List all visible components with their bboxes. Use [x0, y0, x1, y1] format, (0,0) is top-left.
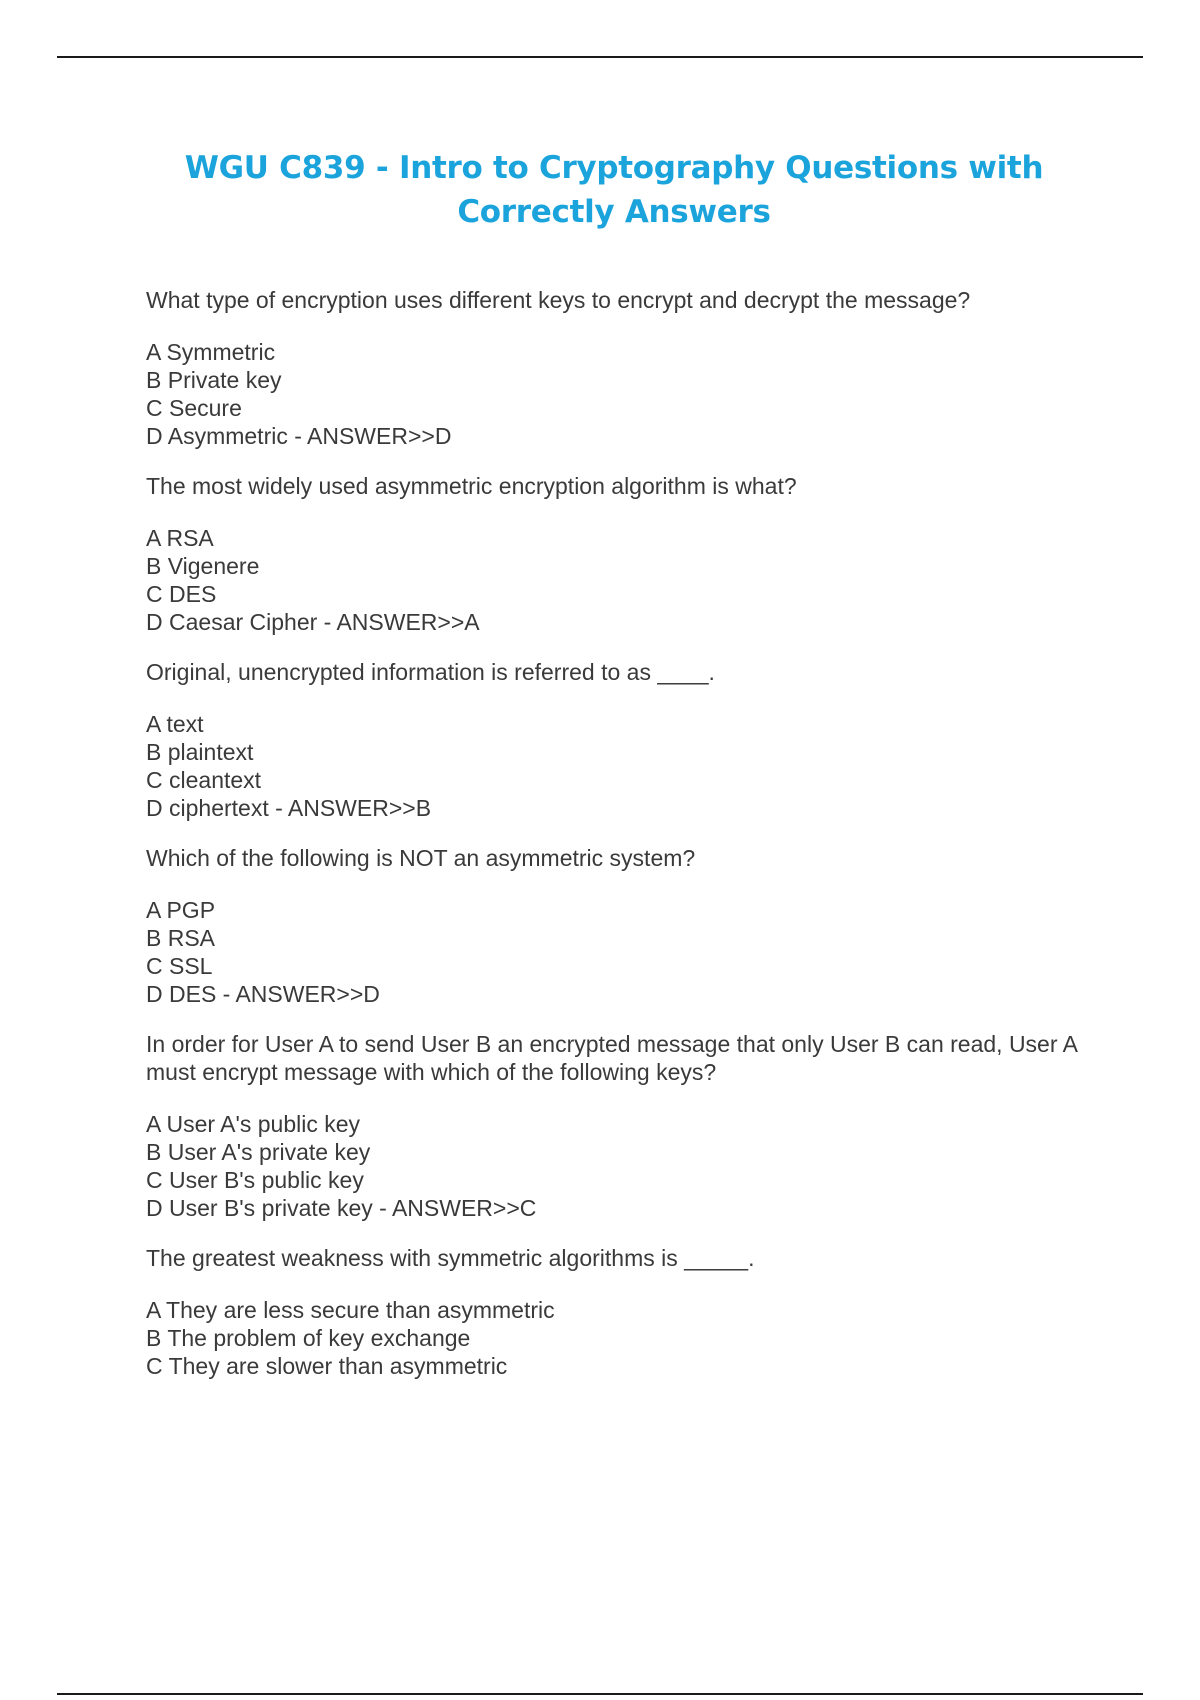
- question-block: [146, 844, 1086, 1008]
- answer-option: B User A's private key: [146, 1139, 371, 1165]
- answer-option: B plaintext: [146, 739, 254, 765]
- question-block: [146, 286, 1086, 450]
- answer-option: B Vigenere: [146, 553, 260, 579]
- answer-option: A Symmetric: [146, 339, 276, 365]
- answer-options: [146, 896, 1086, 1008]
- question-block: [146, 1244, 1086, 1380]
- question-text: Which of the following is NOT an asymmetric system?: [146, 845, 696, 871]
- answer-options: [146, 710, 1086, 822]
- answer-option: C DES: [146, 581, 217, 607]
- answer-option: D ciphertext - ANSWER>>B: [146, 795, 432, 821]
- answer-option: D User B's private key - ANSWER>>C: [146, 1195, 537, 1221]
- top-rule: [57, 56, 1143, 58]
- question-block: [146, 1030, 1086, 1222]
- answer-option: A They are less secure than asymmetric: [146, 1297, 555, 1323]
- answer-option: A text: [146, 711, 204, 737]
- answer-option: D Asymmetric - ANSWER>>D: [146, 423, 452, 449]
- bottom-rule: [57, 1693, 1143, 1695]
- question-text: What type of encryption uses different keys to encrypt and decrypt the message?: [146, 287, 971, 313]
- question-block: [146, 658, 1086, 822]
- answer-option: C SSL: [146, 953, 213, 979]
- answer-option: C They are slower than asymmetric: [146, 1353, 508, 1379]
- question-text: Original, unencrypted information is referred to as ____.: [146, 659, 715, 685]
- question-text: In order for User A to send User B an encrypted message that only User B can read, User A must encrypt message with which of the following keys?: [146, 1031, 1077, 1085]
- question-list: [146, 286, 1086, 1402]
- answer-options: [146, 1110, 1086, 1222]
- question-block: [146, 472, 1086, 636]
- answer-option: C User B's public key: [146, 1167, 364, 1193]
- question-text: The greatest weakness with symmetric algorithms is _____.: [146, 1245, 755, 1271]
- answer-option: C cleantext: [146, 767, 262, 793]
- answer-option: C Secure: [146, 395, 242, 421]
- answer-option: D Caesar Cipher - ANSWER>>A: [146, 609, 480, 635]
- answer-option: A User A's public key: [146, 1111, 361, 1137]
- answer-option: A RSA: [146, 525, 214, 551]
- answer-options: [146, 338, 1086, 450]
- document-title: WGU C839 - Intro to Cryptography Questions with Correctly Answers: [184, 150, 1044, 230]
- question-text: The most widely used asymmetric encryption algorithm is what?: [146, 473, 797, 499]
- answer-options: [146, 1296, 1086, 1380]
- answer-option: A PGP: [146, 897, 216, 923]
- answer-option: B RSA: [146, 925, 216, 951]
- answer-option: B The problem of key exchange: [146, 1325, 471, 1351]
- answer-option: B Private key: [146, 367, 282, 393]
- answer-option: D DES - ANSWER>>D: [146, 981, 380, 1007]
- answer-options: [146, 524, 1086, 636]
